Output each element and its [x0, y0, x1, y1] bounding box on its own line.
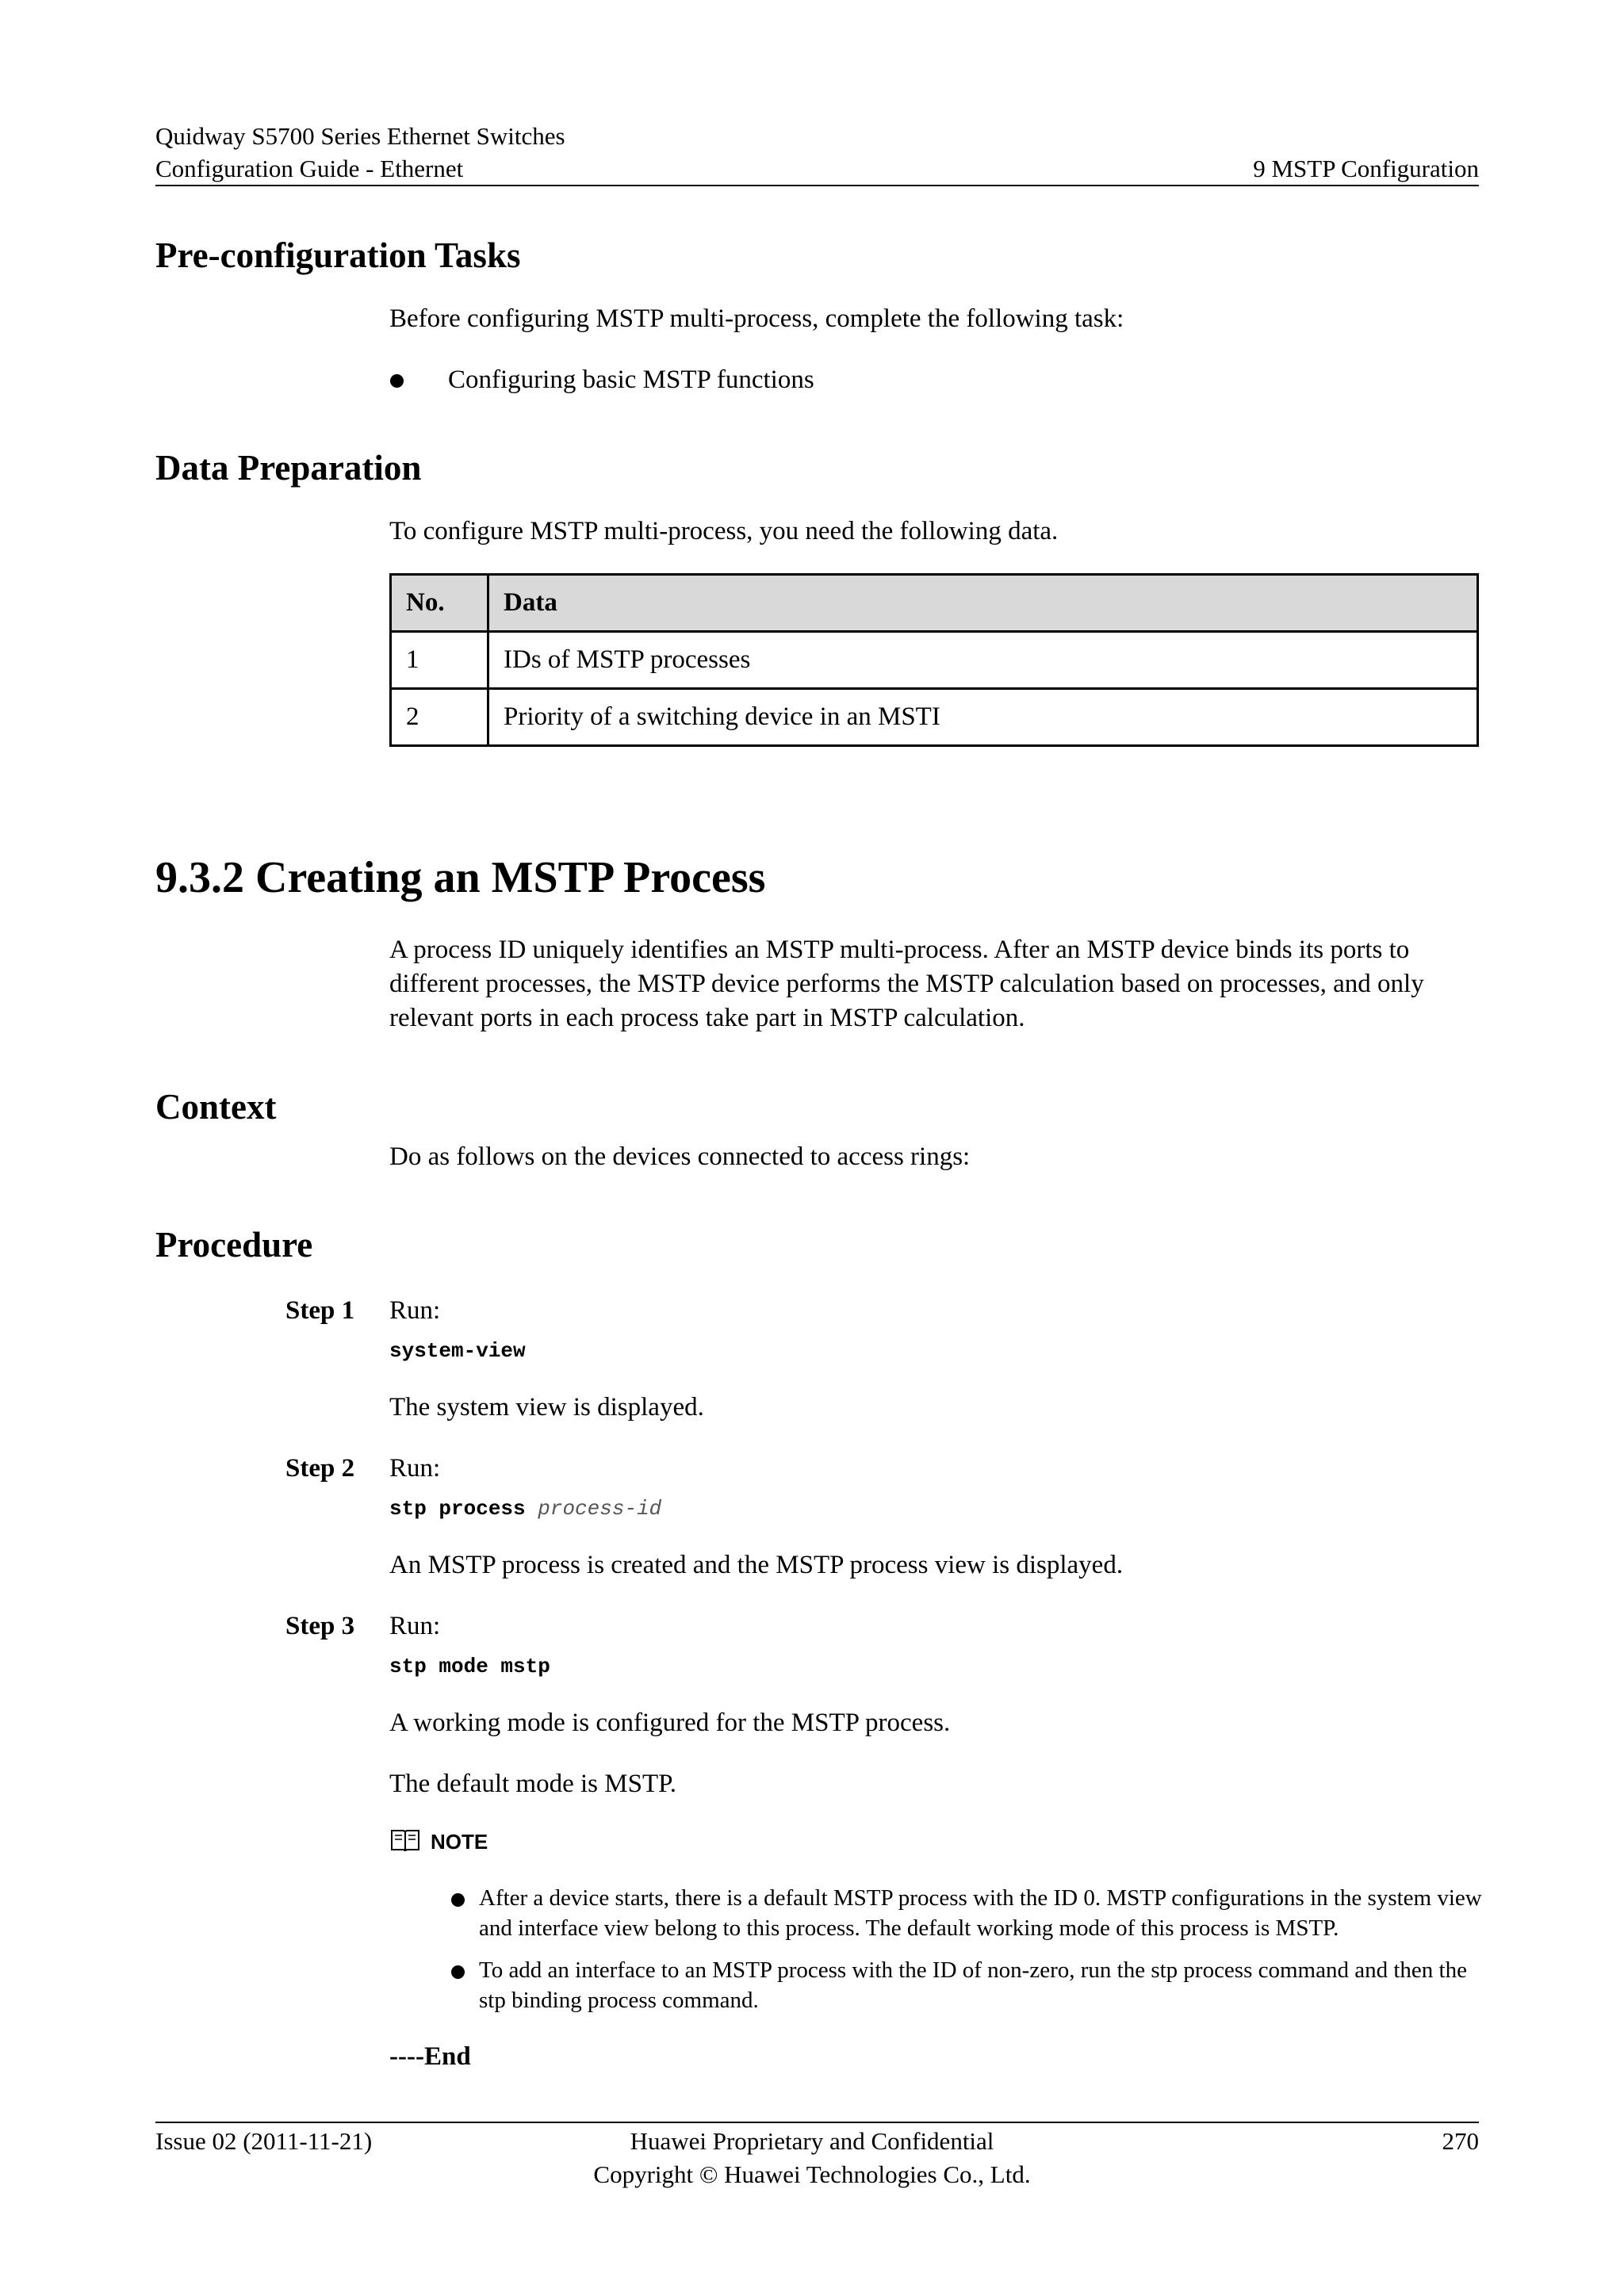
table-cell-data: IDs of MSTP processes [488, 632, 1478, 689]
table-row [391, 689, 1478, 746]
table-header-data: Data [488, 575, 1478, 632]
step-run: Run: [389, 1454, 441, 1483]
table-header-row [391, 575, 1478, 632]
page-number: 270 [1442, 2127, 1479, 2155]
preconfig-intro: Before configuring MSTP multi-process, complete the following task: [389, 304, 1124, 333]
header-product: Quidway S5700 Series Ethernet Switches [155, 122, 565, 150]
table-cell-no: 2 [391, 689, 488, 746]
section-intro: A process ID uniquely identifies an MSTP multi-process. After an MSTP device binds its ports to different processes, the MSTP device performs the MSTP calculation based on processes, and only relevant ports in each process take part in MSTP calculation. [389, 936, 1424, 1032]
step-label: Step 3 [285, 1612, 355, 1640]
preconfig-heading: Pre-configuration Tasks [155, 235, 521, 275]
command-keyword: system-view [389, 1339, 526, 1363]
table-cell-no: 1 [391, 632, 488, 689]
procedure-heading: Procedure [155, 1225, 313, 1265]
step-command [389, 1495, 661, 1522]
header-guide: Configuration Guide - Ethernet [155, 155, 464, 182]
bullet-icon [451, 1965, 465, 1979]
context-heading: Context [155, 1087, 277, 1127]
step-result: A working mode is configured for the MSTP process. [389, 1709, 951, 1737]
data-prep-intro: To configure MSTP multi-process, you need the following data. [389, 517, 1059, 545]
table-cell-data: Priority of a switching device in an MSTI [488, 689, 1478, 746]
footer-issue: Issue 02 (2011-11-21) [155, 2127, 373, 2155]
header-rule [155, 185, 1479, 186]
command-argument: process-id [538, 1497, 662, 1521]
step-run: Run: [389, 1612, 441, 1640]
bullet-icon [451, 1893, 465, 1907]
table-row [391, 632, 1478, 689]
header-chapter: 9 MSTP Configuration [1253, 155, 1479, 182]
command-keyword: stp process [389, 1497, 526, 1521]
step-command [389, 1337, 526, 1364]
footer-rule [155, 2122, 1479, 2123]
book-icon [389, 1827, 421, 1853]
section-title: 9.3.2 Creating an MSTP Process [155, 853, 766, 902]
step-label: Step 1 [285, 1296, 355, 1325]
note-bullet: To add an interface to an MSTP process with the ID of non-zero, run the stp process command and then the stp binding process command. [479, 1957, 1467, 2013]
procedure-end: ----End [389, 2042, 471, 2071]
step-extra: The default mode is MSTP. [389, 1770, 677, 1798]
step-result: An MSTP process is created and the MSTP process view is displayed. [389, 1551, 1124, 1579]
command-keyword: stp mode mstp [389, 1655, 550, 1678]
note-label: NOTE [431, 1830, 488, 1854]
context-text: Do as follows on the devices connected to access rings: [389, 1142, 971, 1171]
footer-confidential: Huawei Proprietary and Confidential [630, 2127, 994, 2155]
bullet-icon [390, 374, 404, 388]
data-table [389, 573, 1479, 747]
preconfig-bullet: Configuring basic MSTP functions [448, 365, 814, 394]
table-header-no: No. [391, 575, 488, 632]
step-command [389, 1653, 550, 1680]
data-prep-heading: Data Preparation [155, 448, 422, 488]
step-run: Run: [389, 1296, 441, 1325]
step-label: Step 2 [285, 1454, 355, 1483]
step-result: The system view is displayed. [389, 1393, 704, 1422]
note-bullet: After a device starts, there is a default MSTP process with the ID 0. MSTP configurations in the system view and interface view belong to this process. The default working mode of this process is MSTP. [479, 1885, 1482, 1941]
footer-copyright: Copyright © Huawei Technologies Co., Ltd. [593, 2160, 1031, 2188]
